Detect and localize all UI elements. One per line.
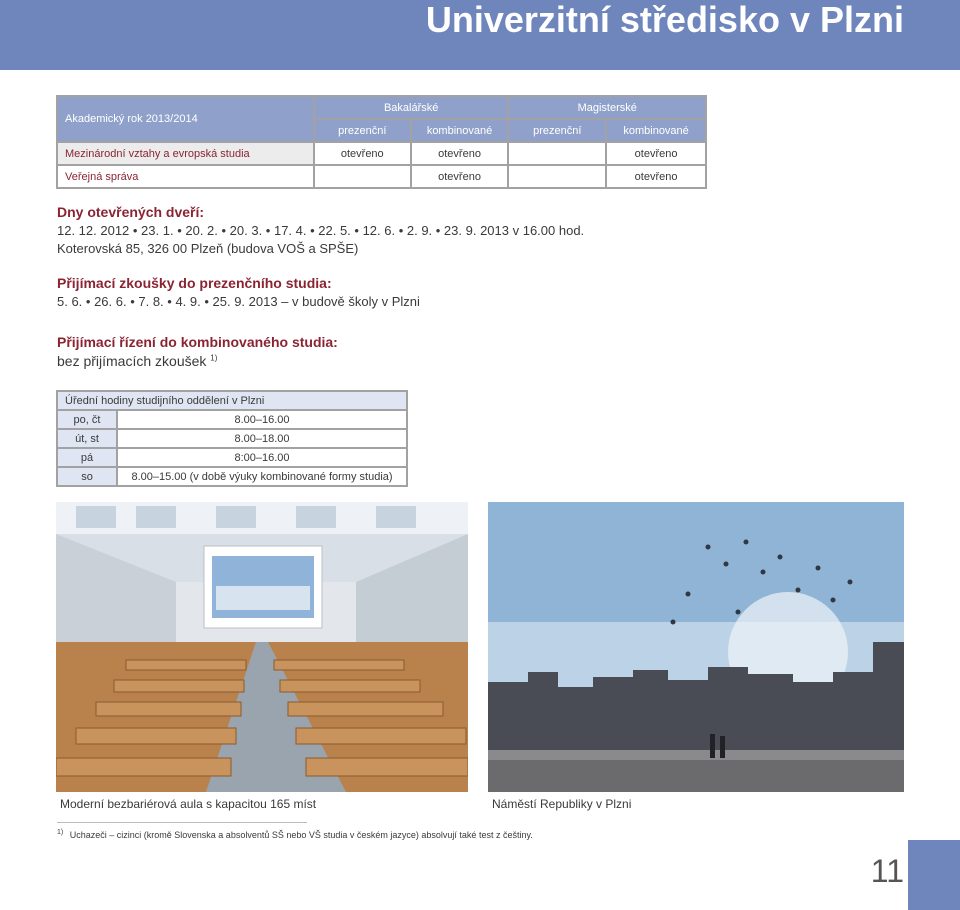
- open-days-address: Koterovská 85, 326 00 Plzeň (budova VOŠ a SPŠE): [57, 241, 359, 256]
- table-row: [57, 165, 706, 188]
- open-days-title: Dny otevřených dveří:: [57, 204, 205, 220]
- program-name: Veřejná správa: [57, 165, 314, 188]
- footnote-mark: 1): [57, 829, 64, 836]
- footnote-divider: [57, 822, 307, 823]
- hours-time: 8.00–15.00 (v době výuky kombinované formy studia): [117, 467, 407, 486]
- table-cell: otevřeno: [314, 142, 411, 165]
- page-corner-accent: [908, 840, 960, 910]
- combined-section: [57, 334, 338, 369]
- program-name: Mezinárodní vztahy a evropská studia: [57, 142, 314, 165]
- column-header: prezenční: [314, 119, 411, 142]
- table-cell: [508, 165, 606, 188]
- table-row: [57, 96, 706, 119]
- office-hours-title: Úřední hodiny studijního oddělení v Plzni: [57, 391, 407, 410]
- right-photo-caption: Náměstí Republiky v Plzni: [492, 797, 632, 811]
- combined-text-line: [57, 353, 338, 369]
- page-title: Univerzitní středisko v Plzni: [425, 0, 904, 40]
- hours-day: so: [57, 467, 117, 486]
- hours-time: 8.00–18.00: [117, 429, 407, 448]
- table-cell: [508, 142, 606, 165]
- lecture-hall-photo: [56, 502, 468, 792]
- left-photo-caption: Moderní bezbariérová aula s kapacitou 165 míst: [60, 797, 317, 811]
- open-days-dates: 12. 12. 2012 • 23. 1. • 20. 2. • 20. 3. • 17. 4. • 22. 5. • 12. 6. • 2. 9. • 23. 9. 2013 v 16.00 hod.: [57, 223, 585, 238]
- combined-text: bez přijímacích zkoušek: [57, 353, 207, 369]
- bachelor-header: Bakalářské: [314, 96, 509, 119]
- hours-day: pá: [57, 448, 117, 467]
- footnote-text: Uchazeči – cizinci (kromě Slovenska a absolventů SŠ nebo VŠ studia v českém jazyce) absolvují také test z češtiny.: [69, 830, 533, 840]
- town-square-photo: [488, 502, 904, 792]
- table-cell: otevřeno: [411, 142, 509, 165]
- academic-year-cell: Akademický rok 2013/2014: [57, 96, 314, 142]
- table-cell: [314, 165, 411, 188]
- table-row: [57, 448, 407, 467]
- hours-day: út, st: [57, 429, 117, 448]
- programs-table: [56, 95, 707, 189]
- table-cell: otevřeno: [411, 165, 509, 188]
- table-row: [57, 410, 407, 429]
- hours-time: 8.00–16.00: [117, 410, 407, 429]
- exams-section: [57, 275, 420, 309]
- master-header: Magisterské: [508, 96, 706, 119]
- footnote: [57, 829, 533, 840]
- table-cell: otevřeno: [606, 142, 706, 165]
- hours-time: 8:00–16.00: [117, 448, 407, 467]
- column-header: kombinované: [606, 119, 706, 142]
- exams-dates: 5. 6. • 26. 6. • 7. 8. • 4. 9. • 25. 9. 2013 – v budově školy v Plzni: [57, 294, 420, 309]
- page-header: [0, 0, 960, 70]
- table-row: [57, 467, 407, 486]
- combined-title: Přijímací řízení do kombinovaného studia:: [57, 334, 338, 350]
- footnote-mark: 1): [210, 353, 218, 363]
- exams-title: Přijímací zkoušky do prezenčního studia:: [57, 275, 332, 291]
- table-row: [57, 142, 706, 165]
- open-days-section: [57, 204, 584, 256]
- table-row: [57, 391, 407, 410]
- table-cell: otevřeno: [606, 165, 706, 188]
- column-header: kombinované: [411, 119, 509, 142]
- office-hours-table: [56, 390, 408, 487]
- hours-day: po, čt: [57, 410, 117, 429]
- column-header: prezenční: [508, 119, 606, 142]
- table-row: [57, 429, 407, 448]
- page-number: 11: [870, 853, 904, 889]
